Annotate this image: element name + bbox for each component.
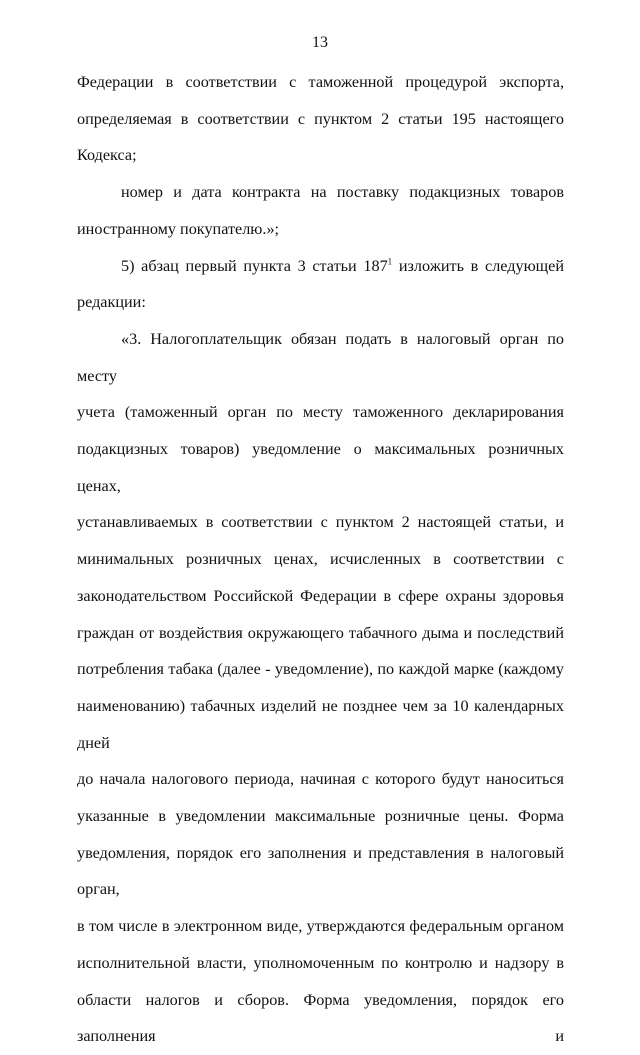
document-body <box>77 64 564 1055</box>
text-line: наименованию) табачных изделий не позднее чем за 10 календарных дней <box>77 696 564 752</box>
text-line: «3. Налогоплательщик обязан подать в налоговый орган по месту <box>77 329 564 385</box>
text-line: иностранному покупателю.»; <box>77 219 280 238</box>
text-line: устанавливаемых в соответствии с пунктом 2 настоящей статьи, и <box>77 513 564 532</box>
text-line: уведомления, порядок его заполнения и представления в налоговый орган, <box>77 843 564 899</box>
page-number: 13 <box>312 34 328 51</box>
text-line: законодательством Российской Федерации в сфере охраны здоровья <box>77 586 564 605</box>
text-line: редакции: <box>77 293 146 312</box>
text-line <box>77 248 564 285</box>
text-fragment: 5) абзац первый пункта 3 статьи 187 <box>121 256 388 275</box>
text-line: указанные в уведомлении максимальные розничные цены. Форма <box>77 807 564 826</box>
text-line: учета (таможенный орган по месту таможенного декларирования <box>77 403 564 422</box>
paragraph-export-procedure <box>77 64 564 174</box>
text-line: граждан от воздействия окружающего табачного дыма и последствий <box>77 623 564 642</box>
text-fragment: изложить в следующей <box>392 256 564 275</box>
text-line: подакцизных товаров) уведомление о максимальных розничных ценах, <box>77 440 564 495</box>
text-line: потребления табака (далее - уведомление), по каждой марке (каждому <box>77 660 564 679</box>
paragraph-amendment-item-5 <box>77 248 564 321</box>
text-line: минимальных розничных ценах, исчисленных в соответствии с <box>77 550 564 569</box>
text-line: определяемая в соответствии с пунктом 2 статьи 195 настоящего Кодекса; <box>77 109 564 165</box>
paragraph-contract-number <box>77 174 564 247</box>
text-line: в том числе в электронном виде, утверждаются федеральным органом <box>77 917 564 936</box>
text-line: до начала налогового периода, начиная с которого будут наноситься <box>77 770 564 789</box>
text-line: Федерации в соответствии с таможенной процедурой экспорта, <box>77 73 564 91</box>
superscript-index: 1 <box>387 256 393 267</box>
text-line: номер и дата контракта на поставку подакцизных товаров <box>121 183 564 202</box>
paragraph-notification-duty <box>77 321 564 1055</box>
text-line: области налогов и сборов. Форма уведомления, порядок его заполнения и <box>77 990 564 1046</box>
text-line: исполнительной власти, уполномоченным по контролю и надзору в <box>77 953 564 972</box>
